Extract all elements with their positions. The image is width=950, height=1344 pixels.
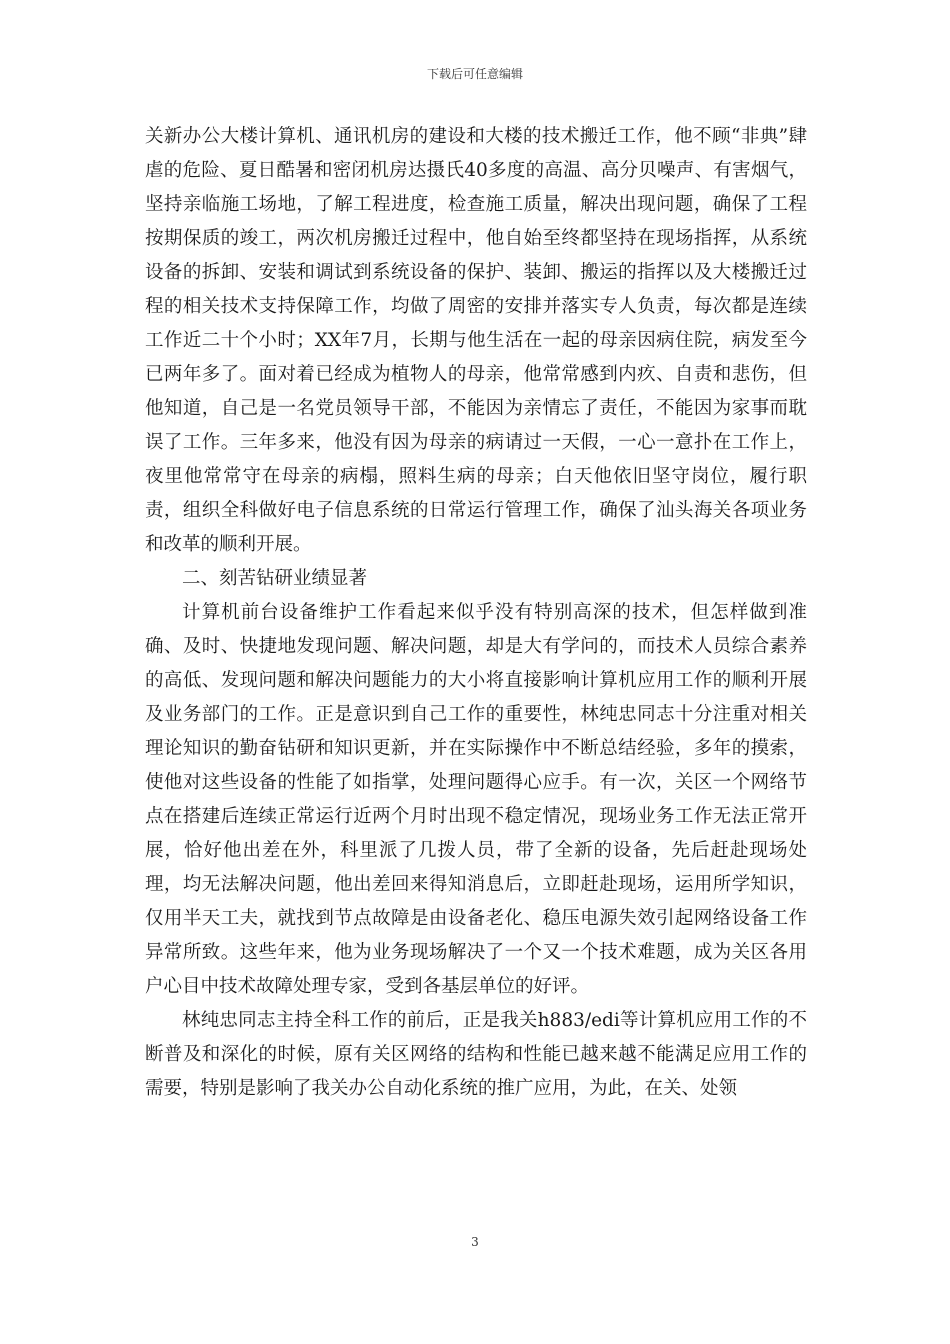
document-body: [145, 120, 807, 1106]
page-header: 下载后可任意编辑: [426, 67, 523, 81]
paragraph-network-upgrade: 林纯忠同志主持全科工作的前后，正是我关h883/edi等计算机应用工作的不断普及和深化的时候，原有关区网络的结构和性能已越来越不能满足应用工作的需要，特别是影响了我关办公自动化系统的推广应用，为此，在关、处领: [145, 1010, 807, 1099]
paragraph-continuation: 关新办公大楼计算机、通讯机房的建设和大楼的技术搬迁工作，他不顾“非典”肆虐的危险、夏日酷暑和密闭机房达摄氏40多度的高温、高分贝噪声、有害烟气，坚持亲临施工场地，了解工程进度，检查施工质量，解决出现问题，确保了工程按期保质的竣工，两次机房搬迁过程中，他自始至终都坚持在现场指挥，从系统设备的拆卸、安装和调试到系统设备的保护、装卸、搬运的指挥以及大楼搬迁过程的相关技术支持保障工作，均做了周密的安排并落实专人负责，每次都是连续工作近二十个小时；XX年7月，长期与他生活在一起的母亲因病住院，病发至今已两年多了。面对着已经成为植物人的母亲，他常常感到内疚、自责和悲伤，但他知道，自己是一名党员领导干部，不能因为亲情忘了责任，不能因为家事而耽误了工作。三年多来，他没有因为母亲的病请过一天假，一心一意扑在工作上，夜里他常常守在母亲的病榻，照料生病的母亲；白天他依旧坚守岗位，履行职责，组织全科做好电子信息系统的日常运行管理工作，确保了汕头海关各项业务和改革的顺利开展。: [145, 126, 807, 555]
section-heading: 二、刻苦钻研业绩显著: [182, 568, 368, 589]
paragraph-technical-skills: 计算机前台设备维护工作看起来似乎没有特别高深的技术，但怎样做到准确、及时、快捷地发现问题、解决问题，却是大有学问的，而技术人员综合素养的高低、发现问题和解决问题能力的大小将直接影响计算机应用工作的顺利开展及业务部门的工作。正是意识到自己工作的重要性，林纯忠同志十分注重对相关理论知识的勤奋钻研和知识更新，并在实际操作中不断总结经验，多年的摸索，使他对这些设备的性能了如指掌，处理问题得心应手。有一次，关区一个网络节点在搭建后连续正常运行近两个月时出现不稳定情况，现场业务工作无法正常开展，恰好他出差在外，科里派了几拨人员，带了全新的设备，先后赶赴现场处理，均无法解决问题，他出差回来得知消息后，立即赶赴现场，运用所学知识，仅用半天工夫，就找到节点故障是由设备老化、稳压电源失效引起网络设备工作异常所致。这些年来，他为业务现场解决了一个又一个技术难题，成为关区各用户心目中技术故障处理专家，受到各基层单位的好评。: [145, 602, 807, 997]
page-number: 3: [471, 1235, 479, 1249]
